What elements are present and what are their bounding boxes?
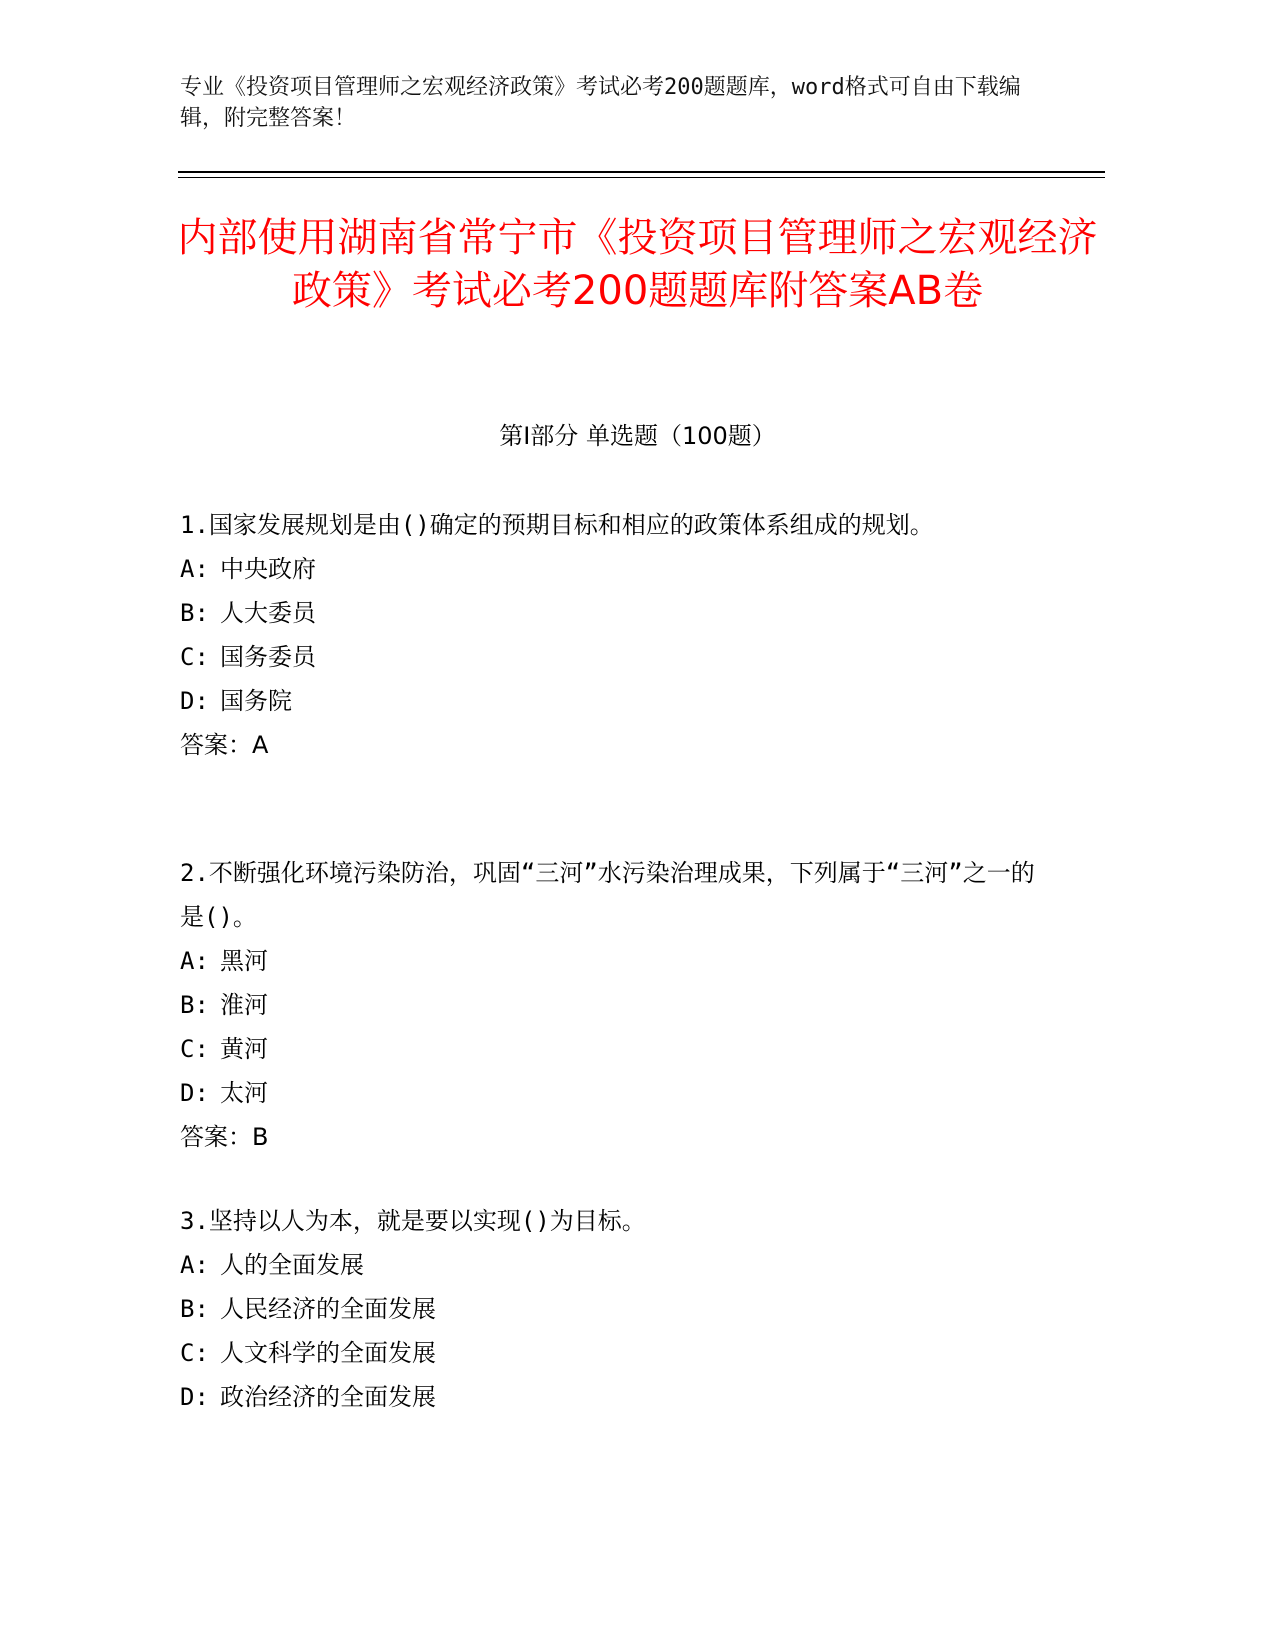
option-c [180, 635, 1040, 679]
option-text: 黄河 [220, 1035, 268, 1063]
header-divider-thin [178, 177, 1105, 178]
option-text: 淮河 [220, 991, 268, 1019]
option-text: 中央政府 [220, 555, 316, 583]
option-a [180, 547, 1040, 591]
option-key: B: [180, 599, 209, 627]
option-text: 人的全面发展 [220, 1251, 364, 1279]
option-key: C: [180, 1339, 209, 1367]
option-key: A: [180, 555, 209, 583]
option-c [180, 1331, 1040, 1375]
question-text: 2.不断强化环境污染防治，巩固“三河”水污染治理成果，下列属于“三河”之一的是()。 [180, 859, 1035, 931]
option-key: A: [180, 1251, 209, 1279]
question-3 [180, 1199, 1040, 1419]
option-b [180, 1287, 1040, 1331]
answer: 答案：B [180, 1123, 269, 1151]
option-a [180, 939, 1040, 983]
option-d [180, 679, 1040, 723]
option-text: 人民经济的全面发展 [220, 1295, 436, 1323]
option-a [180, 1243, 1040, 1287]
question-text: 3.坚持以人为本，就是要以实现()为目标。 [180, 1207, 646, 1235]
header-note: 专业《投资项目管理师之宏观经济政策》考试必考200题题库，word格式可自由下载编辑，附完整答案！ [180, 75, 1021, 131]
option-text: 人文科学的全面发展 [220, 1339, 436, 1367]
option-d [180, 1071, 1040, 1115]
option-text: 国务委员 [220, 643, 316, 671]
document-title: 内部使用湖南省常宁市《投资项目管理师之宏观经济政策》考试必考200题题库附答案AB卷 [177, 215, 1098, 314]
option-text: 人大委员 [220, 599, 316, 627]
option-key: D: [180, 1079, 209, 1107]
option-key: A: [180, 947, 209, 975]
question-2 [180, 851, 1040, 1159]
option-key: B: [180, 1295, 209, 1323]
option-b [180, 591, 1040, 635]
question-1 [180, 503, 1040, 767]
question-text: 1.国家发展规划是由()确定的预期目标和相应的政策体系组成的规划。 [180, 511, 934, 539]
option-key: D: [180, 1383, 209, 1411]
option-key: C: [180, 643, 209, 671]
header-divider-thick [178, 171, 1105, 173]
option-key: D: [180, 687, 209, 715]
option-text: 黑河 [220, 947, 268, 975]
option-c [180, 1027, 1040, 1071]
answer: 答案：A [180, 731, 269, 759]
option-key: C: [180, 1035, 209, 1063]
option-text: 国务院 [220, 687, 292, 715]
option-d [180, 1375, 1040, 1419]
section-heading: 第I部分 单选题（100题） [499, 422, 776, 450]
option-text: 太河 [220, 1079, 268, 1107]
option-key: B: [180, 991, 209, 1019]
option-text: 政治经济的全面发展 [220, 1383, 436, 1411]
option-b [180, 983, 1040, 1027]
